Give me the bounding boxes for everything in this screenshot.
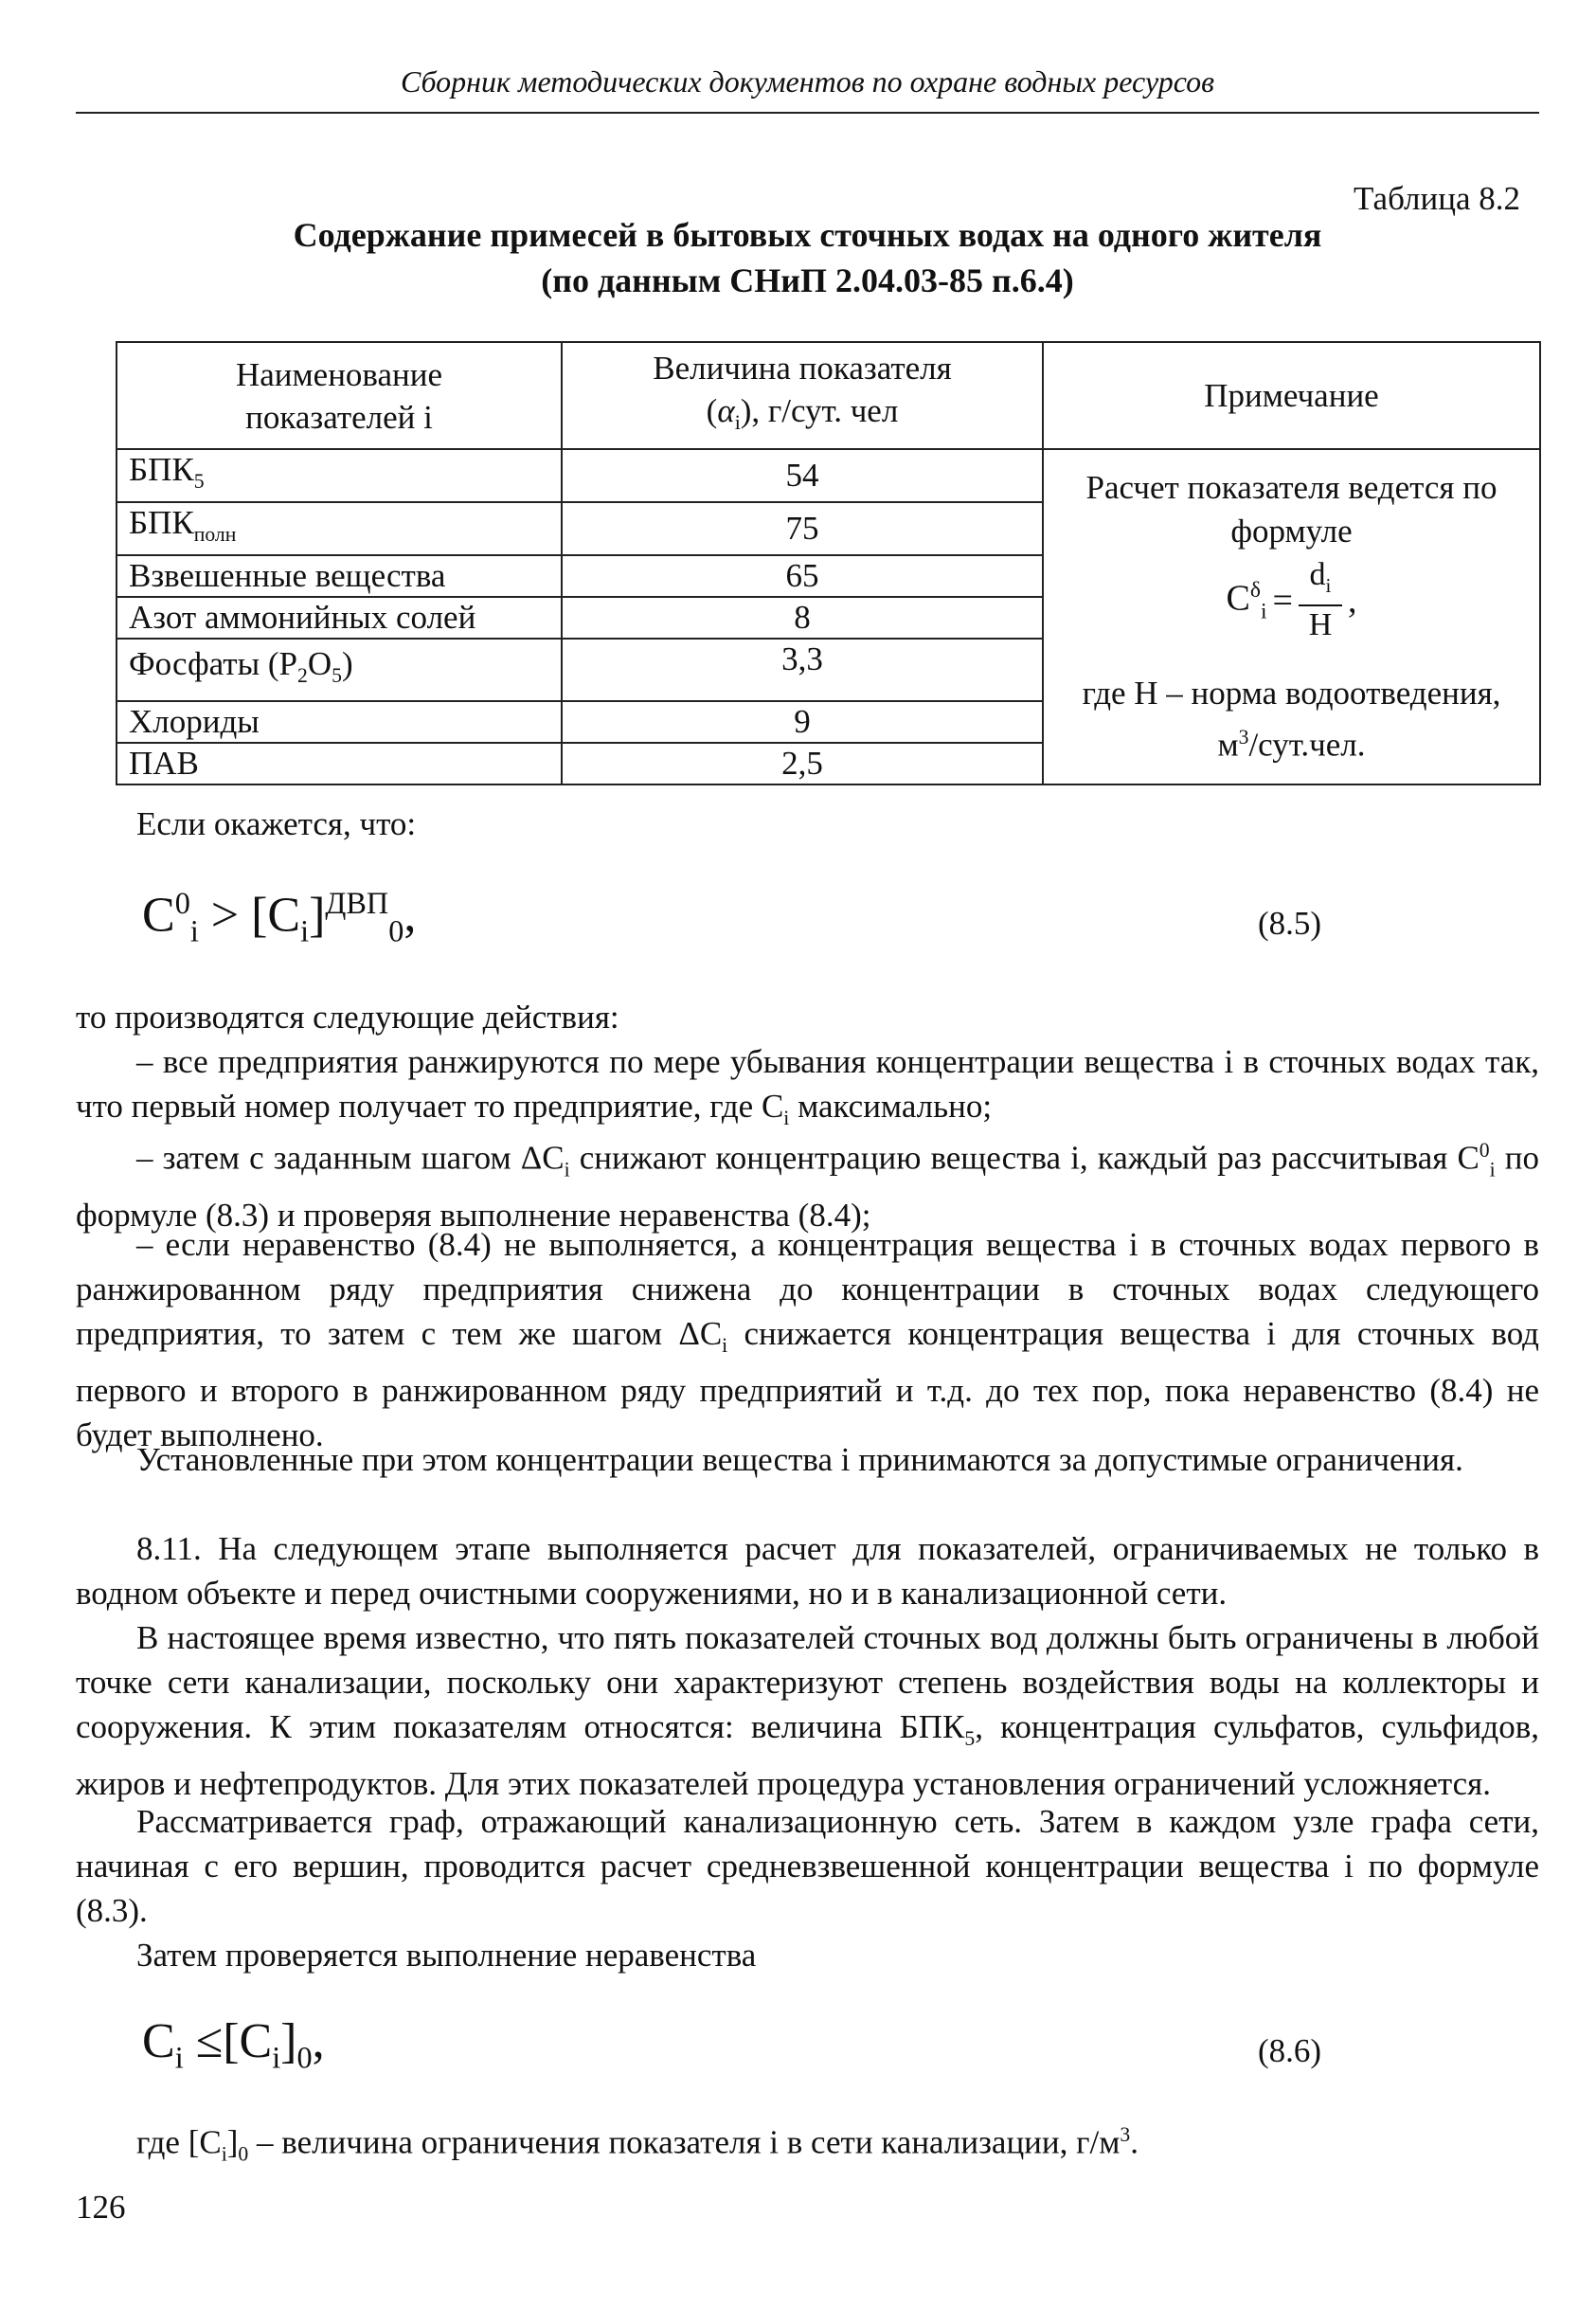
paragraph: – все предприятия ранжируются по мере убывания концентрации вещества i в сточных водах так, что первый номер получает то предприятие, где $C_i$ максимально; xyxy=(76,1043,1539,1129)
paragraph: Установленные при этом концентрации вещества i принимаются за допустимые ограничения. xyxy=(136,1441,1463,1478)
table-title-line2: (по данным СНиП 2.04.03-85 п.6.4) xyxy=(541,261,1074,299)
row-name: Фосфаты $(P_2O_5)$ xyxy=(117,639,562,701)
note-formula: $C^\delta_i$ = $\frac{d_i}{H}$ , xyxy=(1226,557,1357,643)
row-value: 9 xyxy=(562,701,1043,743)
table-title-line1: Содержание примесей в бытовых сточных водах на одного жителя xyxy=(293,216,1322,254)
row-name: $БПК_{полн}$ xyxy=(117,502,562,555)
row-name: Взвешенные вещества xyxy=(117,555,562,597)
row-value: 2,5 xyxy=(562,743,1043,784)
paragraph: то производятся следующие действия: xyxy=(76,999,619,1036)
paragraph: – затем с заданным шагом $\Delta C_i$ снижают концентрацию вещества i, каждый раз рассчитывая $C^0_i$ по формуле (8.3) и проверяя выполнение неравенства (8.4); xyxy=(76,1139,1540,1234)
running-header: Сборник методических документов по охране водных ресурсов xyxy=(400,64,1215,99)
paragraph: Затем проверяется выполнение неравенства xyxy=(136,1937,757,1974)
paragraph: Рассматривается граф, отражающий канализационную сеть. Затем в каждом узле графа сети, начиная с его вершин, проводится расчет средневзвешенной концентрации вещества i по формуле (8.3). xyxy=(76,1803,1539,1929)
row-value: 54 xyxy=(562,449,1043,502)
if-intro: Если окажется, что: xyxy=(136,805,417,842)
fraction: $\frac{d_i}{H}$ xyxy=(1299,557,1342,643)
equation-number: (8.6) xyxy=(1257,2032,1321,2069)
row-value: 65 xyxy=(562,555,1043,597)
equation-8-6: $C_i \le[C_i]_0$, xyxy=(142,2014,325,2075)
equation-8-5: $C^0_i > [C_i]^{ДВП}_0$, xyxy=(142,886,417,948)
paragraph: 8.11. На следующем этапе выполняется расчет для показателей, ограничиваемых не только в водном объекте и перед очистными сооружениями, но и в канализационной сети. xyxy=(76,1530,1539,1612)
paragraph: В настоящее время известно, что пять показателей сточных вод должны быть ограничены в любой точке сети канализации, поскольку они характеризуют степень воздействия воды на коллекторы и сооружения. К этим показателям относятся: величина $БПК_5$, концентрация сульфатов, сульфидов, жиров и нефтепродуктов. Для этих показателей процедура установления ограничений усложняется. xyxy=(76,1619,1539,1802)
paragraph: – если неравенство (8.4) не выполняется, а концентрация вещества i в сточных водах первого в ранжированном ряду предприятия снижена до концентрации в сточных водах следующего предприятия, то затем с тем же шагом $\Delta C_i$ снижается концентрация вещества i для сточных вод первого и второго в ранжированном ряду предприятий и т.д. до тех пор, пока неравенство (8.4) не будет выполнено. xyxy=(76,1226,1539,1453)
table-row xyxy=(117,449,1540,502)
table-header-row xyxy=(117,342,1540,449)
header-divider xyxy=(76,112,1539,114)
row-value: 8 xyxy=(562,597,1043,639)
row-value: 75 xyxy=(562,502,1043,555)
row-name: Хлориды xyxy=(117,701,562,743)
row-name: $БПК_5$ xyxy=(117,449,562,502)
header-note: Примечание xyxy=(1043,342,1540,449)
header-indicator-name: Наименование показателей i xyxy=(117,342,562,449)
page-number: 126 xyxy=(76,2189,126,2226)
row-name: Азот аммонийных солей xyxy=(117,597,562,639)
header-indicator-value: Величина показателя $(\alpha_i)$, г/сут. чел xyxy=(562,342,1043,449)
equation-number: (8.5) xyxy=(1257,905,1321,942)
paragraph: где $[C_i]_0$ – величина ограничения показателя i в сети канализации, $г/м^3$. xyxy=(136,2123,1139,2166)
note-cell: Расчет показателя ведется по формуле $C^\delta_i$ = $\frac{d_i}{H}$ , где H – норма водоотведения, $м^3/сут.чел$. xyxy=(1043,449,1540,784)
table-title xyxy=(76,212,1539,303)
row-value: 3,3 xyxy=(562,639,1043,701)
table-label: Таблица 8.2 xyxy=(1354,180,1520,217)
impurities-table xyxy=(116,341,1541,785)
row-name: ПАВ xyxy=(117,743,562,784)
